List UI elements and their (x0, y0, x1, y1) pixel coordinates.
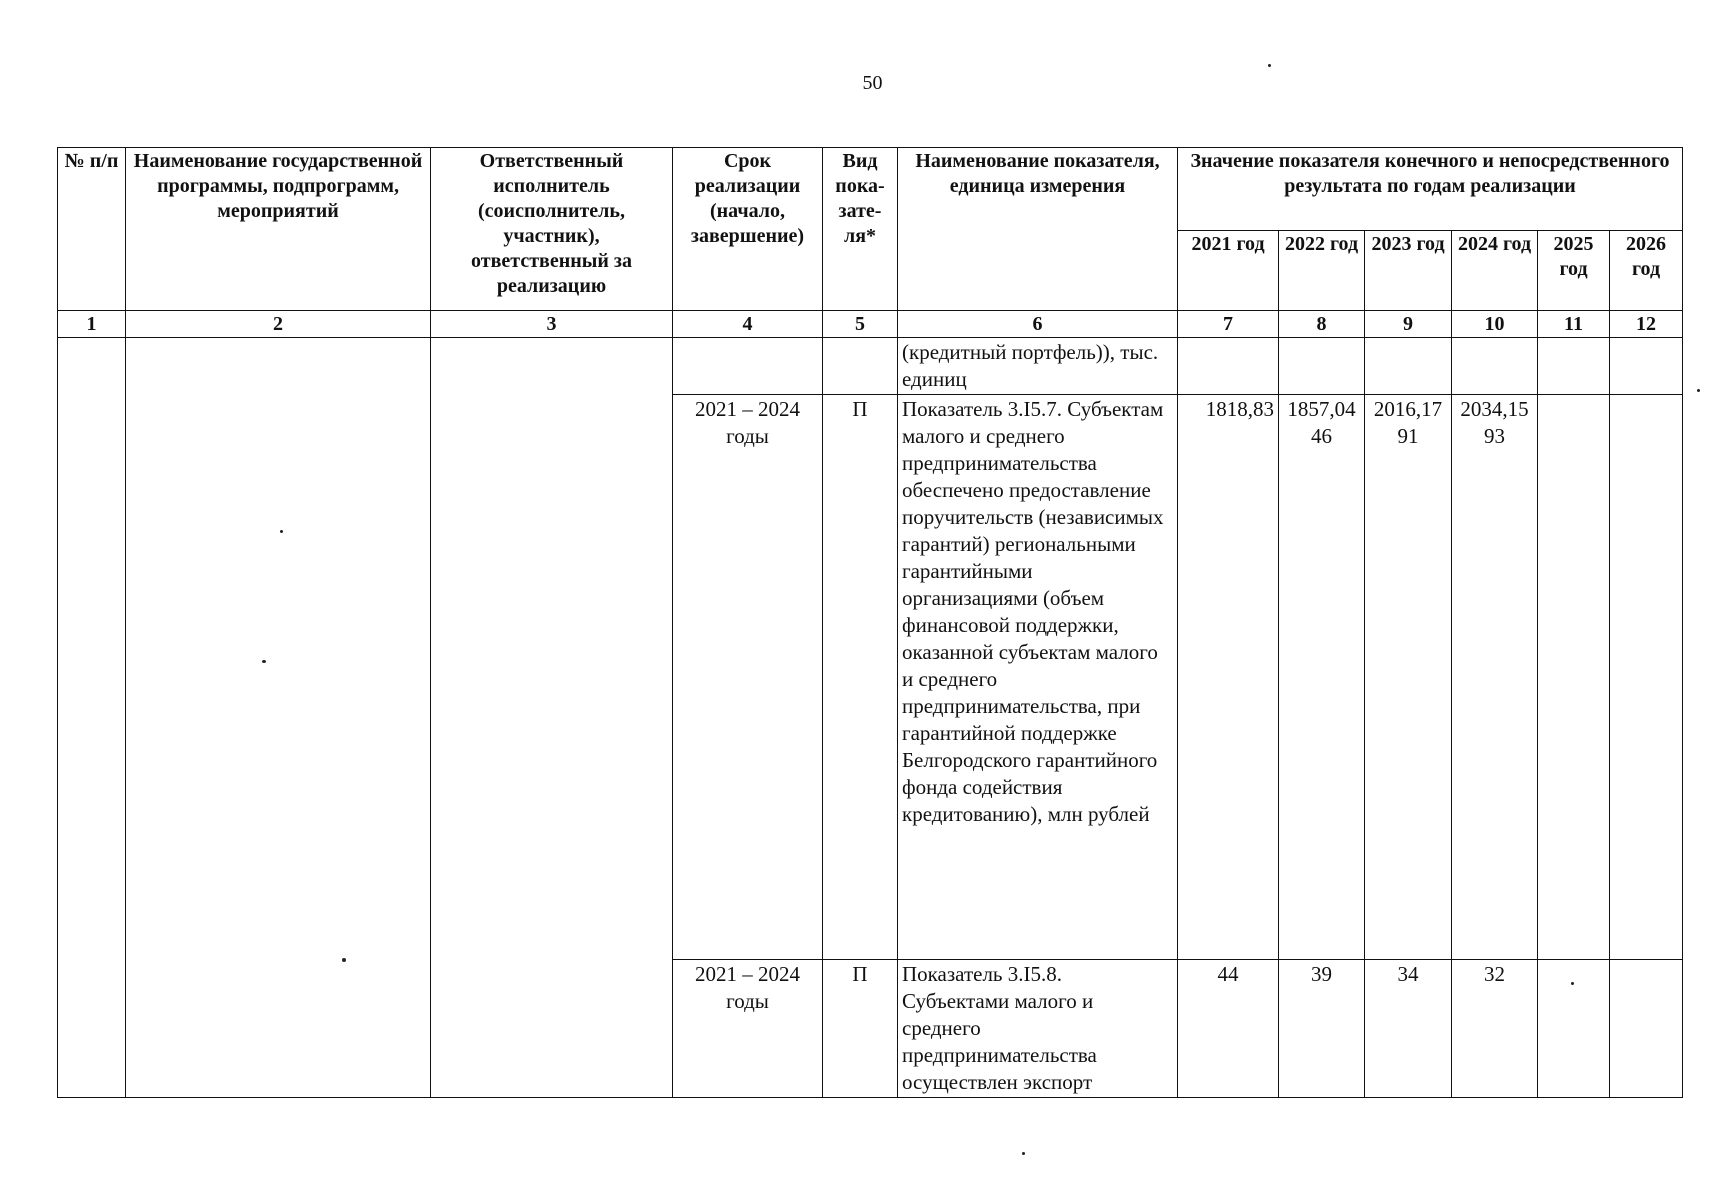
page-number: 50 (862, 72, 883, 94)
program-table (57, 147, 1683, 1098)
column-number: 12 (1610, 311, 1683, 338)
header-number: № п/п (58, 148, 126, 311)
cell-value-2022: 1857,0446 (1279, 395, 1365, 960)
cell-value-2025 (1538, 338, 1610, 395)
scan-speck (1022, 1152, 1025, 1155)
column-number: 10 (1452, 311, 1538, 338)
cell-value-2024: 2034,1593 (1452, 395, 1538, 960)
column-number: 8 (1279, 311, 1365, 338)
cell-indicator-type: П (823, 960, 898, 1098)
cell-value-2021 (1178, 338, 1279, 395)
column-number: 1 (58, 311, 126, 338)
cell-number (58, 338, 126, 1098)
header-year-2023: 2023 год (1365, 231, 1452, 311)
column-number: 5 (823, 311, 898, 338)
scan-speck (1268, 64, 1271, 67)
cell-value-2025 (1538, 960, 1610, 1098)
cell-value-2023 (1365, 338, 1452, 395)
cell-value-2023: 2016,1791 (1365, 395, 1452, 960)
cell-value-2026 (1610, 395, 1683, 960)
header-year-2026: 2026 год (1610, 231, 1683, 311)
header-row-1 (58, 148, 1683, 231)
cell-value-2023: 34 (1365, 960, 1452, 1098)
cell-value-2026 (1610, 338, 1683, 395)
cell-indicator-type: П (823, 395, 898, 960)
cell-value-2022 (1279, 338, 1365, 395)
column-number: 9 (1365, 311, 1452, 338)
cell-value-2024: 32 (1452, 960, 1538, 1098)
table-row (58, 338, 1683, 395)
cell-value-2026 (1610, 960, 1683, 1098)
header-responsible: Ответственный исполнитель (соисполнитель, участник), ответственный за реализацию (431, 148, 673, 311)
cell-value-2025 (1538, 395, 1610, 960)
cell-indicator-name: Показатель 3.I5.7. Субъектам малого и среднего предпринимательства обеспечено предоставление поручительств (независимых гарантий) региональными гарантийными организациями (объем финансовой поддержки, оказанной субъектам малого и среднего предпринимательства, при гарантийной поддержке Белгородского гарантийного фонда содействия кредитованию), млн рублей (898, 395, 1178, 960)
column-number: 3 (431, 311, 673, 338)
scan-speck (342, 958, 346, 962)
cell-program-name (126, 338, 431, 1098)
header-indicator-name: Наименование показателя, единица измерения (898, 148, 1178, 311)
cell-value-2024 (1452, 338, 1538, 395)
scan-speck (280, 530, 283, 533)
cell-indicator-name: (кредитный портфель)), тыс. единиц (898, 338, 1178, 395)
cell-period: 2021 – 2024 годы (673, 960, 823, 1098)
column-number: 7 (1178, 311, 1279, 338)
cell-indicator-name: Показатель 3.I5.8. Субъектами малого и среднего предпринимательства осуществлен экспорт (898, 960, 1178, 1098)
column-number: 6 (898, 311, 1178, 338)
header-year-2022: 2022 год (1279, 231, 1365, 311)
scan-speck (1571, 982, 1574, 985)
header-year-2025: 2025 год (1538, 231, 1610, 311)
header-program-name: Наименование государственной программы, подпрограмм, мероприятий (126, 148, 431, 311)
column-number: 4 (673, 311, 823, 338)
scan-speck (262, 660, 266, 663)
cell-responsible (431, 338, 673, 1098)
scan-speck (1697, 389, 1700, 392)
cell-indicator-type (823, 338, 898, 395)
header-values-group: Значение показателя конечного и непосредственного результата по годам реализации (1178, 148, 1683, 231)
cell-period: 2021 – 2024 годы (673, 395, 823, 960)
header-period: Срок реализации (начало, завершение) (673, 148, 823, 311)
cell-value-2021: 44 (1178, 960, 1279, 1098)
cell-value-2022: 39 (1279, 960, 1365, 1098)
column-number: 11 (1538, 311, 1610, 338)
column-numbers-row (58, 311, 1683, 338)
header-indicator-type: Вид пока-зате-ля* (823, 148, 898, 311)
cell-value-2021: 1818,83 (1178, 395, 1279, 960)
column-number: 2 (126, 311, 431, 338)
header-year-2024: 2024 год (1452, 231, 1538, 311)
header-year-2021: 2021 год (1178, 231, 1279, 311)
cell-period (673, 338, 823, 395)
